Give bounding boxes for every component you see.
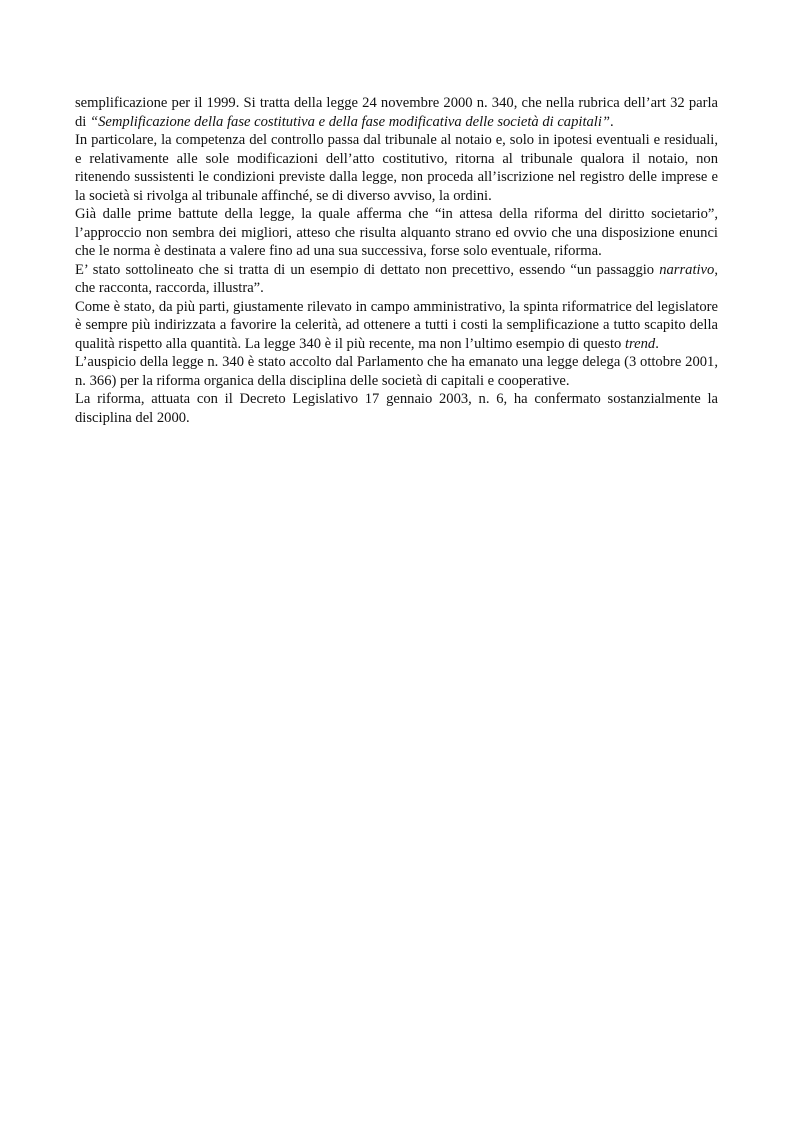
text-segment: Già dalle prime battute della legge, la quale afferma che “in attesa della riforma del diritto societario”, l’approccio non sembra dei migliori, atteso che risulta alquanto strano ed ovvio che una disposizione enunci che le norma è destinata a valere fino ad una sua successiva, forse solo eventuale, riforma. (75, 206, 718, 259)
italic-segment: narrativo (659, 261, 715, 278)
text-segment: E’ stato sottolineato che si tratta di un esempio di dettato non precettivo, essendo “un passaggio (75, 261, 660, 278)
text-segment: . (610, 113, 614, 130)
document-page (75, 94, 718, 427)
paragraph (75, 205, 718, 261)
paragraph (75, 94, 718, 131)
text-segment: . (655, 335, 659, 352)
paragraph (75, 298, 718, 354)
text-segment: semplificazione per il 1999. Si tratta della legge 24 novembre 2000 n. 340, che nella rubrica dell’art 32 parla di (75, 95, 718, 130)
paragraph (75, 390, 718, 427)
paragraph (75, 261, 718, 298)
text-segment: In particolare, la competenza del controllo passa dal tribunale al notaio e, solo in ipotesi eventuali e residuali, e relativamente alle sole modificazioni dell’atto costitutivo, ritorna al tribunale qualora il notaio, non ritenendo sussistenti le condizioni previste dalla legge, non proceda all’iscrizione nel registro delle imprese e la società si rivolga al tribunale affinché, se di diverso avviso, la ordini. (75, 132, 718, 204)
text-segment: Come è stato, da più parti, giustamente rilevato in campo amministrativo, la spinta riformatrice del legislatore è sempre più indirizzata a favorire la celerità, ad ottenere a tutti i costi la semplificazione a tutto scapito della qualità rispetto alla quantità. La legge 340 è il più recente, ma non l’ultimo esempio di questo (75, 298, 718, 352)
text-segment: L’auspicio della legge n. 340 è stato accolto dal Parlamento che ha emanato una legge delega (3 ottobre 2001, n. 366) per la riforma organica della disciplina delle società di capitali e cooperative. (75, 354, 718, 389)
paragraph (75, 131, 718, 205)
text-segment: La riforma, attuata con il Decreto Legislativo 17 gennaio 2003, n. 6, ha confermato sostanzialmente la disciplina del 2000. (75, 391, 718, 426)
italic-segment: “Semplificazione della fase costitutiva e della fase modificativa delle società di capitali” (90, 113, 611, 130)
paragraph (75, 353, 718, 390)
italic-segment: trend (624, 335, 656, 352)
text-segment: , che racconta, raccorda, illustra”. (75, 261, 718, 296)
